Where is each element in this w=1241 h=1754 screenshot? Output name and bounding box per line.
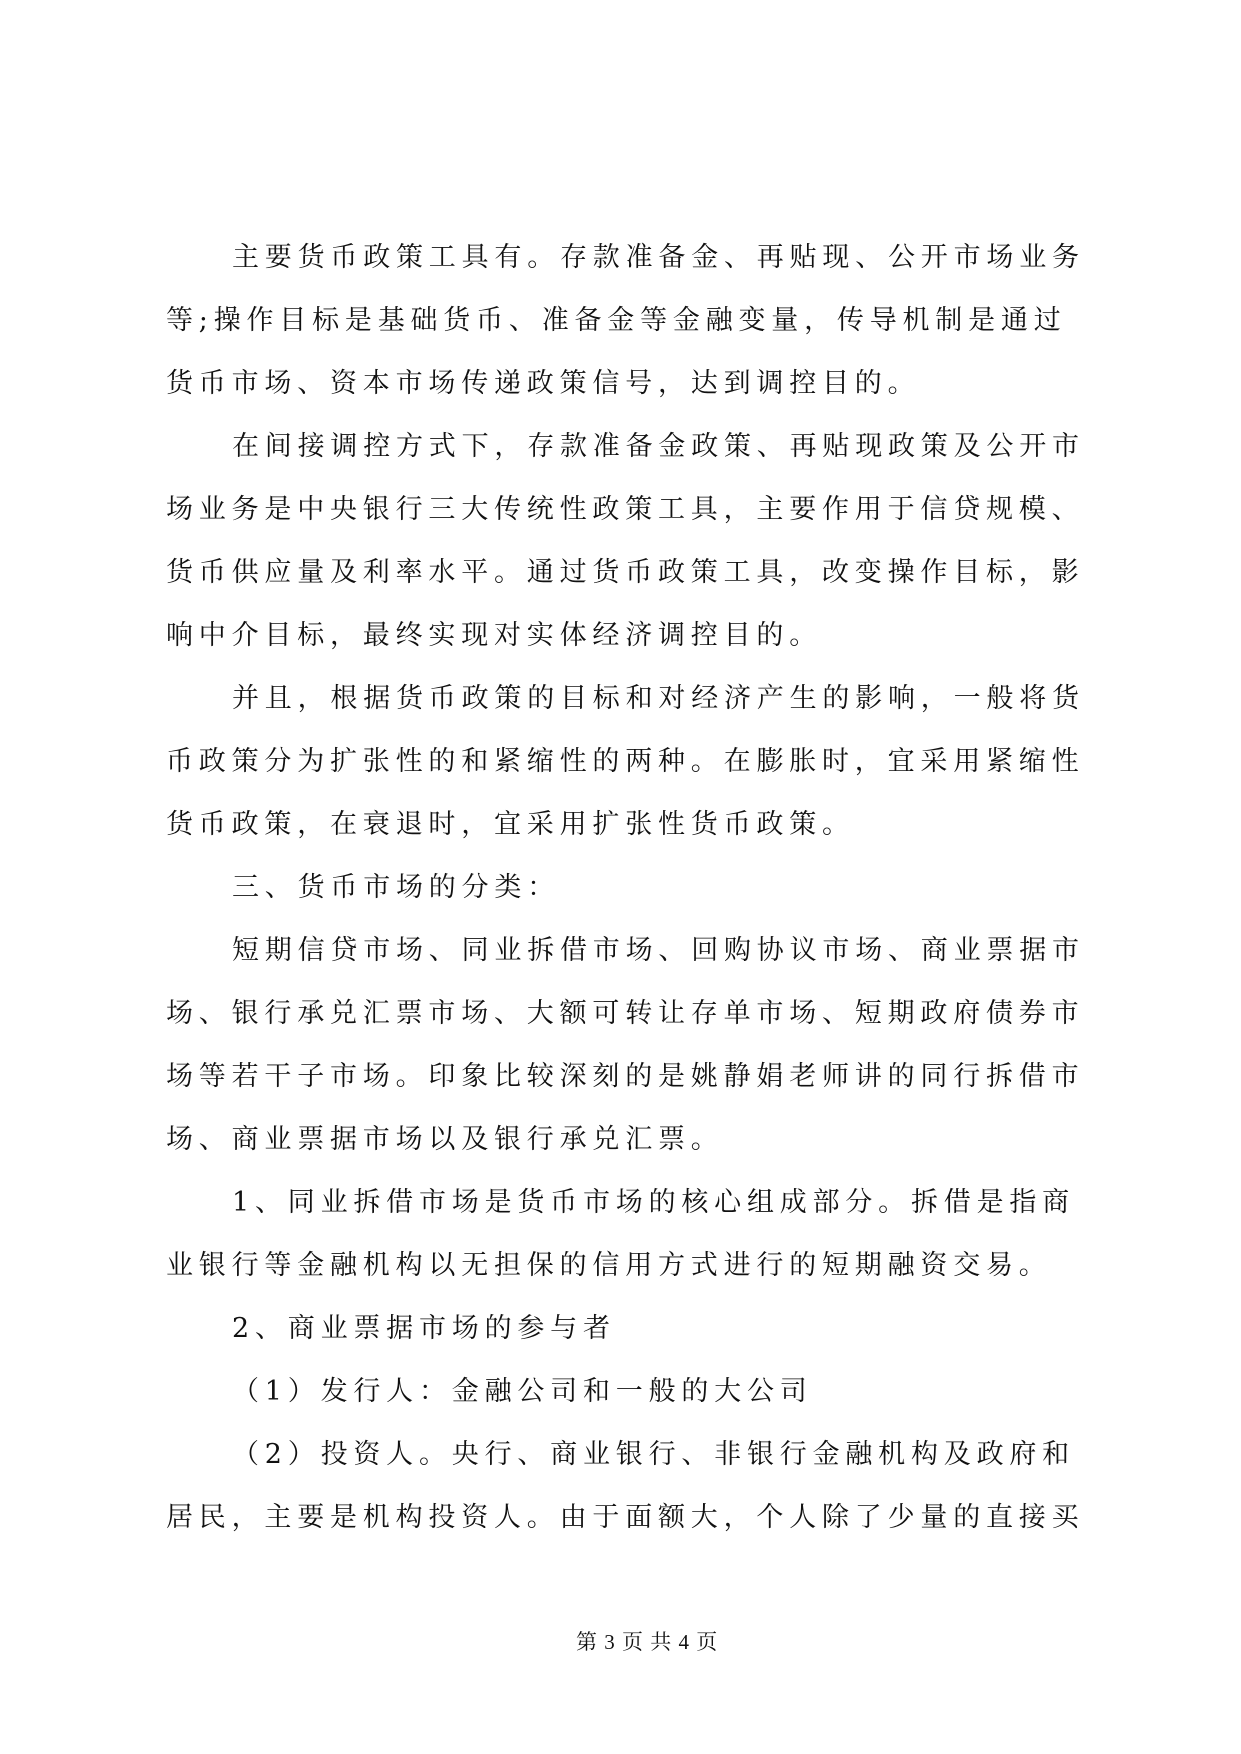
text-line: 场等若干子市场。印象比较深刻的是姚静娟老师讲的同行拆借市 xyxy=(166,1061,1085,1092)
section-heading xyxy=(166,856,1126,919)
paragraph xyxy=(166,415,1126,667)
paragraph xyxy=(166,1171,1126,1297)
text-line: 场、商业票据市场以及银行承兑汇票。 xyxy=(166,1124,724,1155)
text-line: 货币市场、资本市场传递政策信号，达到调控目的。 xyxy=(166,368,921,399)
text-line: 居民，主要是机构投资人。由于面额大，个人除了少量的直接买 xyxy=(166,1502,1085,1533)
paragraph xyxy=(166,1297,1126,1360)
text-line: 短期信贷市场、同业拆借市场、回购协议市场、商业票据市 xyxy=(232,935,1085,966)
text-line: 并且，根据货币政策的目标和对经济产生的影响，一般将货 xyxy=(232,683,1085,714)
text-line: 场业务是中央银行三大传统性政策工具，主要作用于信贷规模、 xyxy=(166,494,1085,525)
text-line: 主要货币政策工具有。存款准备金、再贴现、公开市场业务 xyxy=(232,242,1085,273)
text-line: 业银行等金融机构以无担保的信用方式进行的短期融资交易。 xyxy=(166,1250,1052,1281)
text-line: 货币政策，在衰退时，宜采用扩张性货币政策。 xyxy=(166,809,855,840)
body-text xyxy=(166,226,1126,1549)
paragraph xyxy=(166,919,1126,1171)
text-line: 响中介目标，最终实现对实体经济调控目的。 xyxy=(166,620,822,651)
text-line: 三、货币市场的分类： xyxy=(232,872,560,903)
text-line: （2）投资人。央行、商业银行、非银行金融机构及政府和 xyxy=(232,1439,1075,1470)
page-number-footer: 第 3 页 共 4 页 xyxy=(576,1630,719,1654)
paragraph xyxy=(166,1360,1126,1423)
text-line: 币政策分为扩张性的和紧缩性的两种。在膨胀时，宜采用紧缩性 xyxy=(166,746,1085,777)
text-line: 在间接调控方式下，存款准备金政策、再贴现政策及公开市 xyxy=(232,431,1085,462)
text-line: （1）发行人：金融公司和一般的大公司 xyxy=(232,1376,813,1407)
text-line: 场、银行承兑汇票市场、大额可转让存单市场、短期政府债券市 xyxy=(166,998,1085,1029)
text-line: 等;操作目标是基础货币、准备金等金融变量，传导机制是通过 xyxy=(166,305,1067,336)
text-line: 货币供应量及利率水平。通过货币政策工具，改变操作目标，影 xyxy=(166,557,1085,588)
text-line: 1、同业拆借市场是货币市场的核心组成部分。拆借是指商 xyxy=(232,1187,1075,1218)
paragraph xyxy=(166,1423,1126,1549)
paragraph xyxy=(166,667,1126,856)
paragraph xyxy=(166,226,1126,415)
text-line: 2、商业票据市场的参与者 xyxy=(232,1313,616,1344)
